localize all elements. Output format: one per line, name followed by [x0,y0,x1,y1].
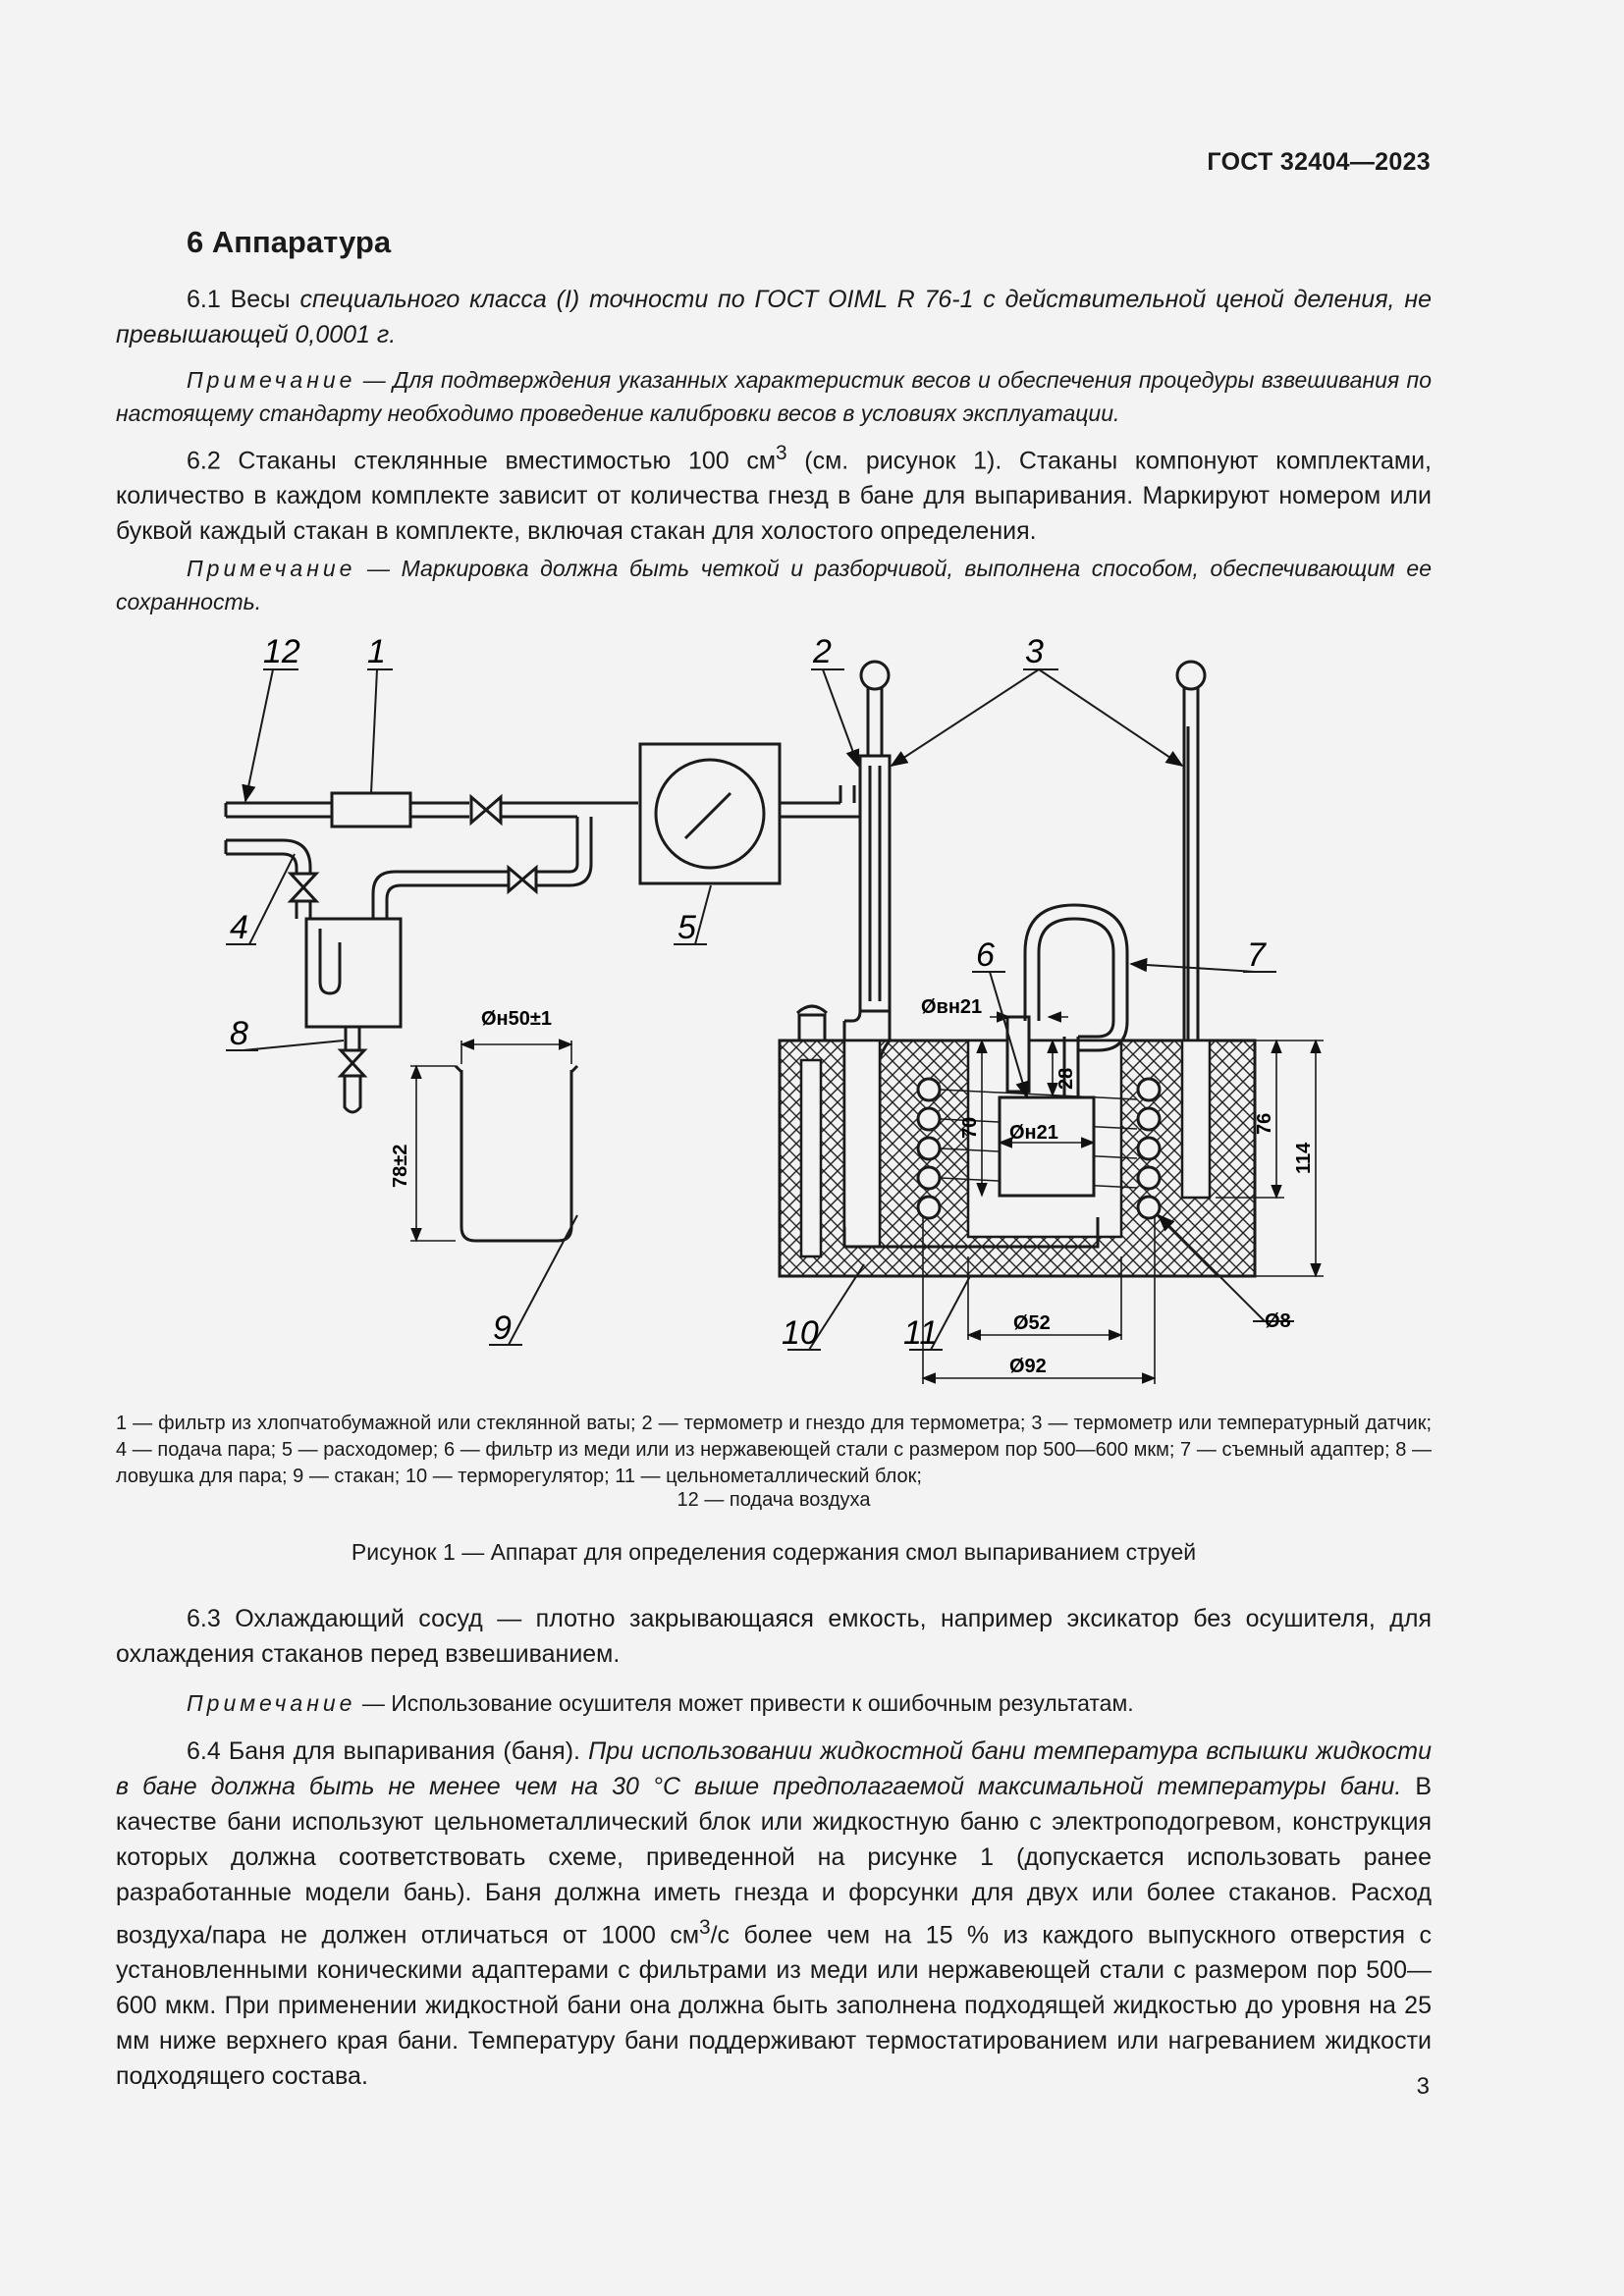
note-label: Примечание [187,556,356,581]
label-9: 9 [493,1309,512,1347]
dim-beaker-height: 78±2 [390,1144,411,1188]
figure-legend-last: 12 — подача воздуха [677,1489,871,1511]
dim-92: Ø92 [1009,1356,1047,1377]
paragraph-6-4 [116,1734,1432,2094]
dim-70: 70 [959,1116,981,1139]
note-1 [116,363,1432,430]
paragraph-6-3: 6.3 Охлаждающий сосуд — плотно закрывающаяся емкость, например эксикатор без осушителя, для охлаждения стаканов перед взвешиванием. [116,1605,1432,1668]
paragraph-6-4-text-end: /с более чем на 15 % из каждого выпускного отверстия с установленными коническими адаптерами с фильтрами из меди или нержавеющей стали с размером пор 500—600 мкм. При применении жидкостной бани она должна быть заполнена подходящей жидкостью до уровня на 25 мм ниже верхнего края бани. Температуру бани поддерживают термостатированием или нагреванием жидкости подходящего состава. [116,1921,1432,2091]
apparatus-figure [116,628,1432,1394]
note-1-text: — Для подтверждения указанных характеристик весов и обеспечения процедуры взвешивания по настоящему стандарту необходимо проведение калибровки весов в условиях эксплуатации. [116,367,1432,426]
note-3 [116,1686,1432,1720]
label-5: 5 [677,909,696,946]
figure-legend: 1 — фильтр из хлопчатобумажной или стеклянной ваты; 2 — термометр и гнездо для термометра; 3 — термометр или температурный датчик; 4 — подача пара; 5 — расходомер; 6 — фильтр из меди или из нержавеющей стали с размером пор 500—600 мкм; 7 — съемный адаптер; 8 — ловушка для пара; 9 — стакан; 10 — терморегулятор; 11 — цельнометаллический блок; [116,1413,1432,1487]
dim-114: 114 [1293,1142,1315,1174]
label-12: 12 [263,633,300,670]
dim-8: Ø8 [1265,1310,1291,1332]
label-11: 11 [903,1314,939,1352]
dim-outer-diameter: Øн21 [1009,1122,1058,1144]
figure-caption: Рисунок 1 — Аппарат для определения содержания смол выпариванием струей [351,1539,1197,1565]
label-7: 7 [1247,936,1266,974]
dim-28: 28 [1056,1067,1077,1090]
note-3-text: — Использование осушителя может привести к ошибочным результатам. [355,1690,1134,1716]
note-2 [116,552,1432,618]
label-1: 1 [367,633,386,670]
note-label: Примечание [187,1690,356,1716]
section-title: 6 Аппаратура [187,225,392,259]
document-id: ГОСТ 32404—2023 [1207,148,1431,176]
apparatus-drawing [116,628,1432,1394]
paragraph-6-4-italic: При использовании жидкостной бани температура вспышки жидкости в бане должна быть не менее чем на 30 °С выше предполагаемой максимальной температуры бани. [116,1737,1432,1800]
superscript: 3 [776,442,787,464]
paragraph-6-1-text: 6.1 Весы [187,286,300,313]
paragraph-6-4-text-cont: В качестве бани используют цельнометаллический блок или жидкостную баню с электроподогревом, конструкция которых должна соответствовать схеме, приведенной на рисунке 1 (допускается использовать ранее разработанные модели бань). Баня должна иметь гнезда и форсунки для двух или более стаканов. Расход воздуха/пара не должен отличаться от 1000 см [116,1773,1433,1949]
paragraph-6-2-text-cont: (см. рисунок 1). Стаканы компонуют комплектами, количество в каждом комплекте зависит от количества гнезд в бане для выпаривания. Маркируют номером или буквой каждый стакан в комплекте, включая стакан для холостого определения. [116,447,1432,546]
paragraph-6-4-text: 6.4 Баня для выпаривания (баня). [187,1737,589,1765]
note-2-text: — Маркировка должна быть четкой и разборчивой, выполнена способом, обеспечивающим ее сохранность. [116,556,1432,614]
superscript: 3 [699,1916,711,1939]
dim-beaker-diameter: Øн50±1 [481,1008,552,1030]
dim-52: Ø52 [1013,1312,1051,1334]
label-6: 6 [976,936,995,974]
dim-inner-diameter: Øвн21 [921,996,983,1018]
label-3: 3 [1025,633,1044,670]
label-2: 2 [813,633,832,670]
page-number: 3 [1416,2073,1430,2100]
paragraph-6-1-italic: специального класса (I) точности по ГОСТ OIML R 76-1 с действительной ценой деления, не превышающей 0,0001 г. [116,286,1432,348]
label-10: 10 [782,1314,819,1352]
dim-76: 76 [1254,1112,1275,1135]
paragraph-6-2-text: 6.2 Стаканы стеклянные вместимостью 100 см [187,447,777,475]
label-8: 8 [230,1015,248,1052]
paragraph-6-2 [116,436,1432,549]
label-4: 4 [230,909,248,946]
paragraph-6-1 [116,282,1432,352]
note-label: Примечание [187,367,356,393]
beaker [456,1066,577,1241]
